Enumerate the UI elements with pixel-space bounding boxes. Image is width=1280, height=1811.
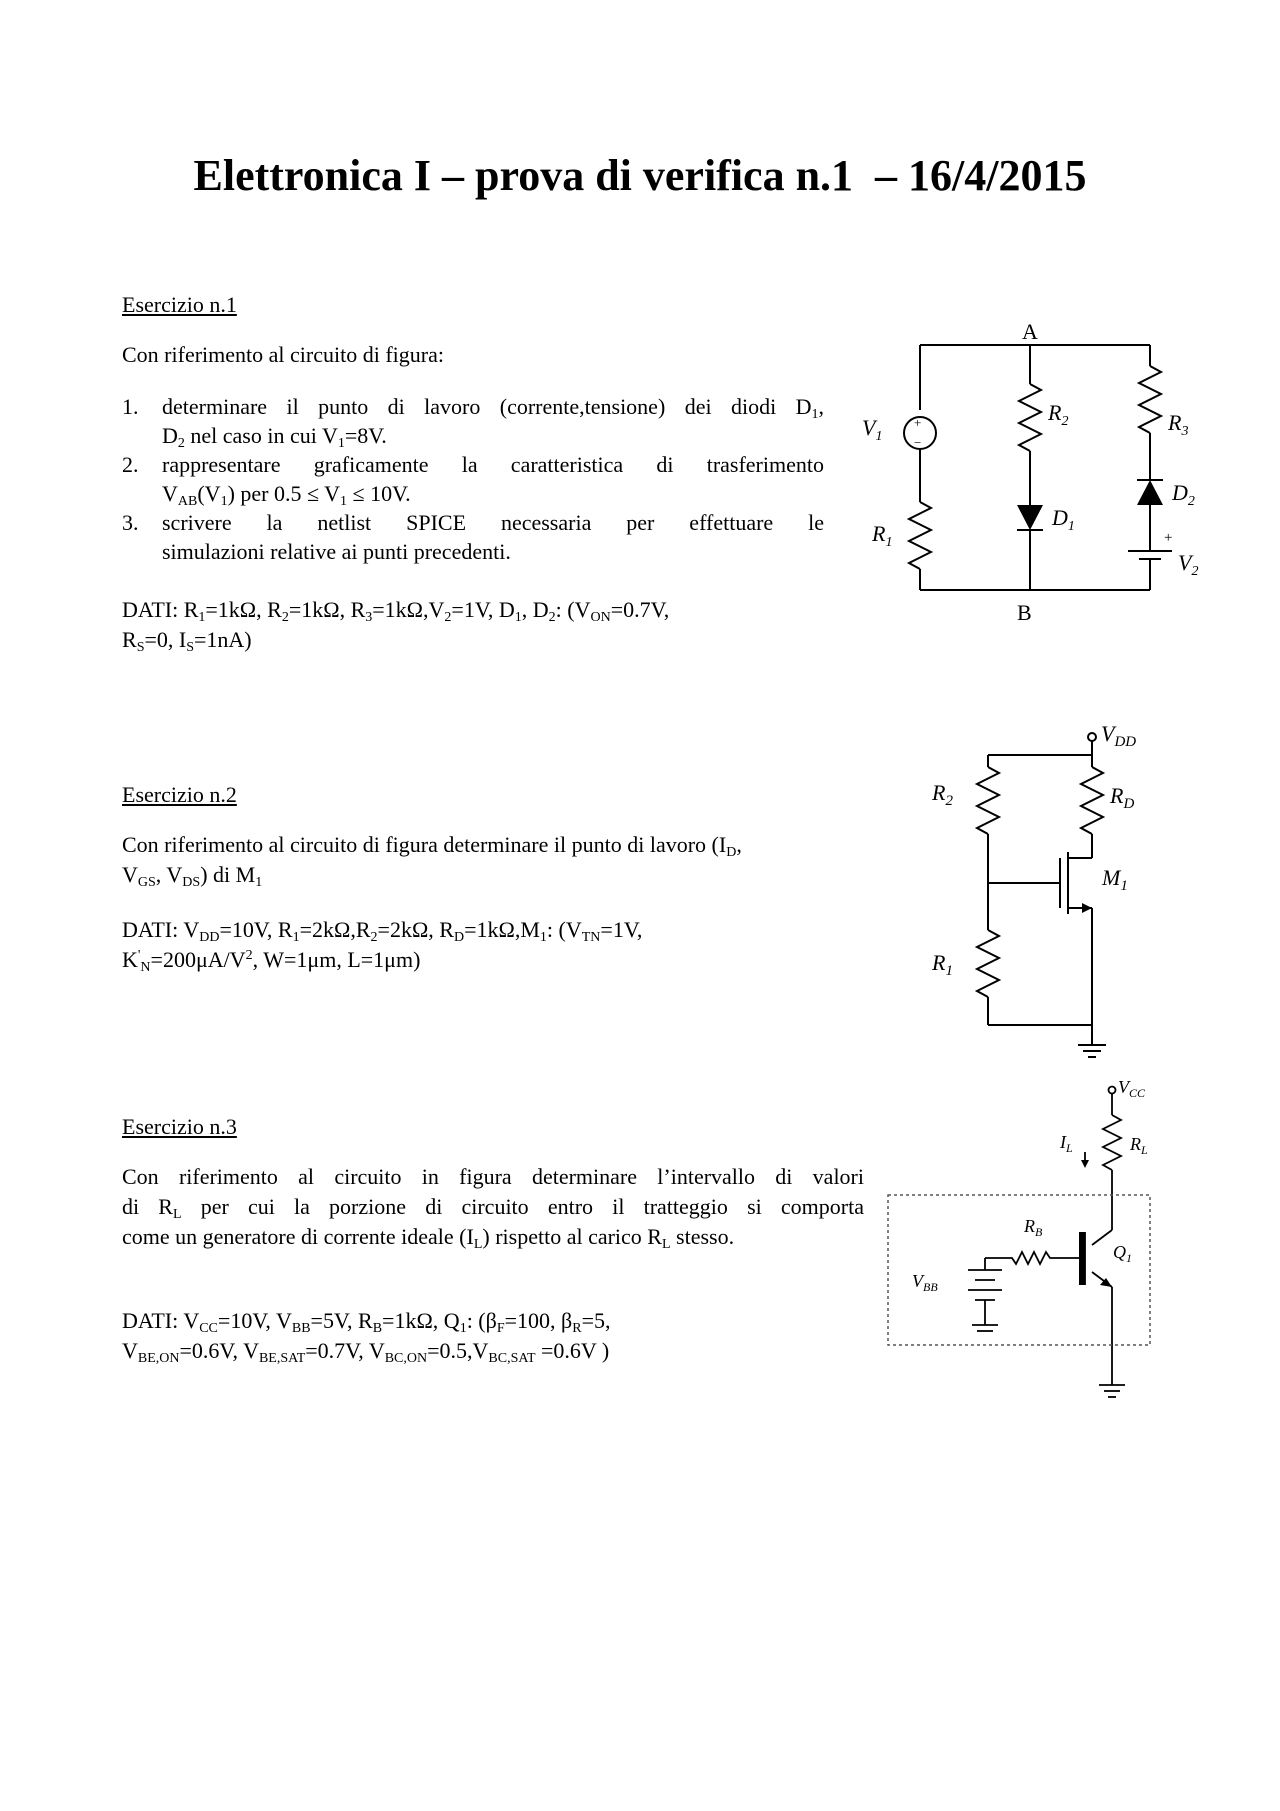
task-item: 3. scrivere la netlist SPICE necessaria per effettuare le simulazioni relative ai punti precedenti. <box>122 510 824 564</box>
svg-text:VBB: $V_{BB}$ <box>912 1271 938 1294</box>
exercise-1-data: DATI: $R_1=1k\Omega$, $R_2=1k\Omega$, $R_3=1k\Omega,V_2=1V$, $D_1$, $D_2$: ($V_{ON}=0.7V$, $R_S=0$, $I_S=1nA$) <box>122 597 670 655</box>
svg-text:R2: $R_2$ <box>932 780 953 809</box>
svg-text:M1: $M_1$ <box>1102 865 1128 894</box>
task-item: 2. rappresentare graficamente la caratteristica di trasferimento $V_{AB}(V_1)$ per $0.5 \le V_1 \le 10V$. <box>122 452 824 509</box>
svg-text:+: + <box>914 415 922 430</box>
svg-text:VCC: $V_{CC}$ <box>1118 1077 1146 1100</box>
svg-text:RD: $R_D$ <box>1110 783 1135 812</box>
svg-text:R2: $R_2$ <box>1048 400 1069 429</box>
svg-text:−: − <box>914 435 922 450</box>
svg-text:RB: $R_B$ <box>1024 1216 1043 1239</box>
svg-text:RL: $R_L$ <box>1130 1134 1148 1157</box>
svg-text:VDD: $V_{DD}$ <box>1101 721 1137 750</box>
svg-text:D1: $D_1$ <box>1052 505 1075 534</box>
svg-text:R1: $R_1$ <box>872 521 893 550</box>
svg-text:R1: $R_1$ <box>932 950 953 979</box>
exercise-1-intro: Con riferimento al circuito di figura: <box>122 342 444 367</box>
svg-text:+: + <box>1164 530 1173 546</box>
exercise-3-data: DATI: $V_{CC}=10V$, $V_{BB}=5V$, $R_B=1k\Omega$, $Q_1$: ($\beta_F=100$, $\beta_R=5$, $V_{BE,ON}=0.6V$, $V_{BE,SAT}=0.7V$, $V_{BC,ON}=0.5,V_{BC,SAT} =0.6V$ ) <box>122 1308 611 1366</box>
svg-text:D2: $D_2$ <box>1172 480 1195 509</box>
svg-text:V1: $V_1$ <box>862 415 883 444</box>
svg-text:A: A <box>1022 319 1038 344</box>
page-title: Elettronica I – prova di verifica n.1 – 16/4/2015 <box>193 151 1087 200</box>
task-item: 1. determinare il punto di lavoro (corrente,tensione) dei diodi $D_1$, $D_2$ nel caso in cui $V_1=8V$. <box>122 394 824 451</box>
exercise-3-text: Con riferimento al circuito in figura determinare l’intervallo di valori di $R_L$ per cui la porzione di circuito entro il tratteggio si comporta come un generatore di corrente ideale $(I_L)$ rispetto al carico $R_L$ stesso. <box>122 1164 864 1252</box>
exercise-1-heading: Esercizio n.1 <box>122 292 237 317</box>
svg-text:B: B <box>1017 600 1032 625</box>
svg-text:V2: $V_2$ <box>1178 550 1199 579</box>
exercise-2-heading: Esercizio n.2 <box>122 782 237 807</box>
exercise-2-text: Con riferimento al circuito di figura determinare il punto di lavoro ($I_D$, $V_{GS}$, $V_{DS}$) di $M_1$ <box>122 832 742 890</box>
svg-text:Q1: $Q_1$ <box>1113 1242 1132 1265</box>
exercise-2-data: DATI: $V_{DD}=10V$, $R_1=2k\Omega,R_2=2k\Omega$, $R_D=1k\Omega,M_1$: ($V_{TN}=1V$, $K'_N=200\mu A/V^2$, W=1μm, L=1μm) <box>122 917 643 975</box>
svg-text:IL: $I_L$ <box>1060 1132 1073 1155</box>
svg-text:R3: $R_3$ <box>1168 410 1189 439</box>
exercise-3-heading: Esercizio n.3 <box>122 1114 237 1139</box>
